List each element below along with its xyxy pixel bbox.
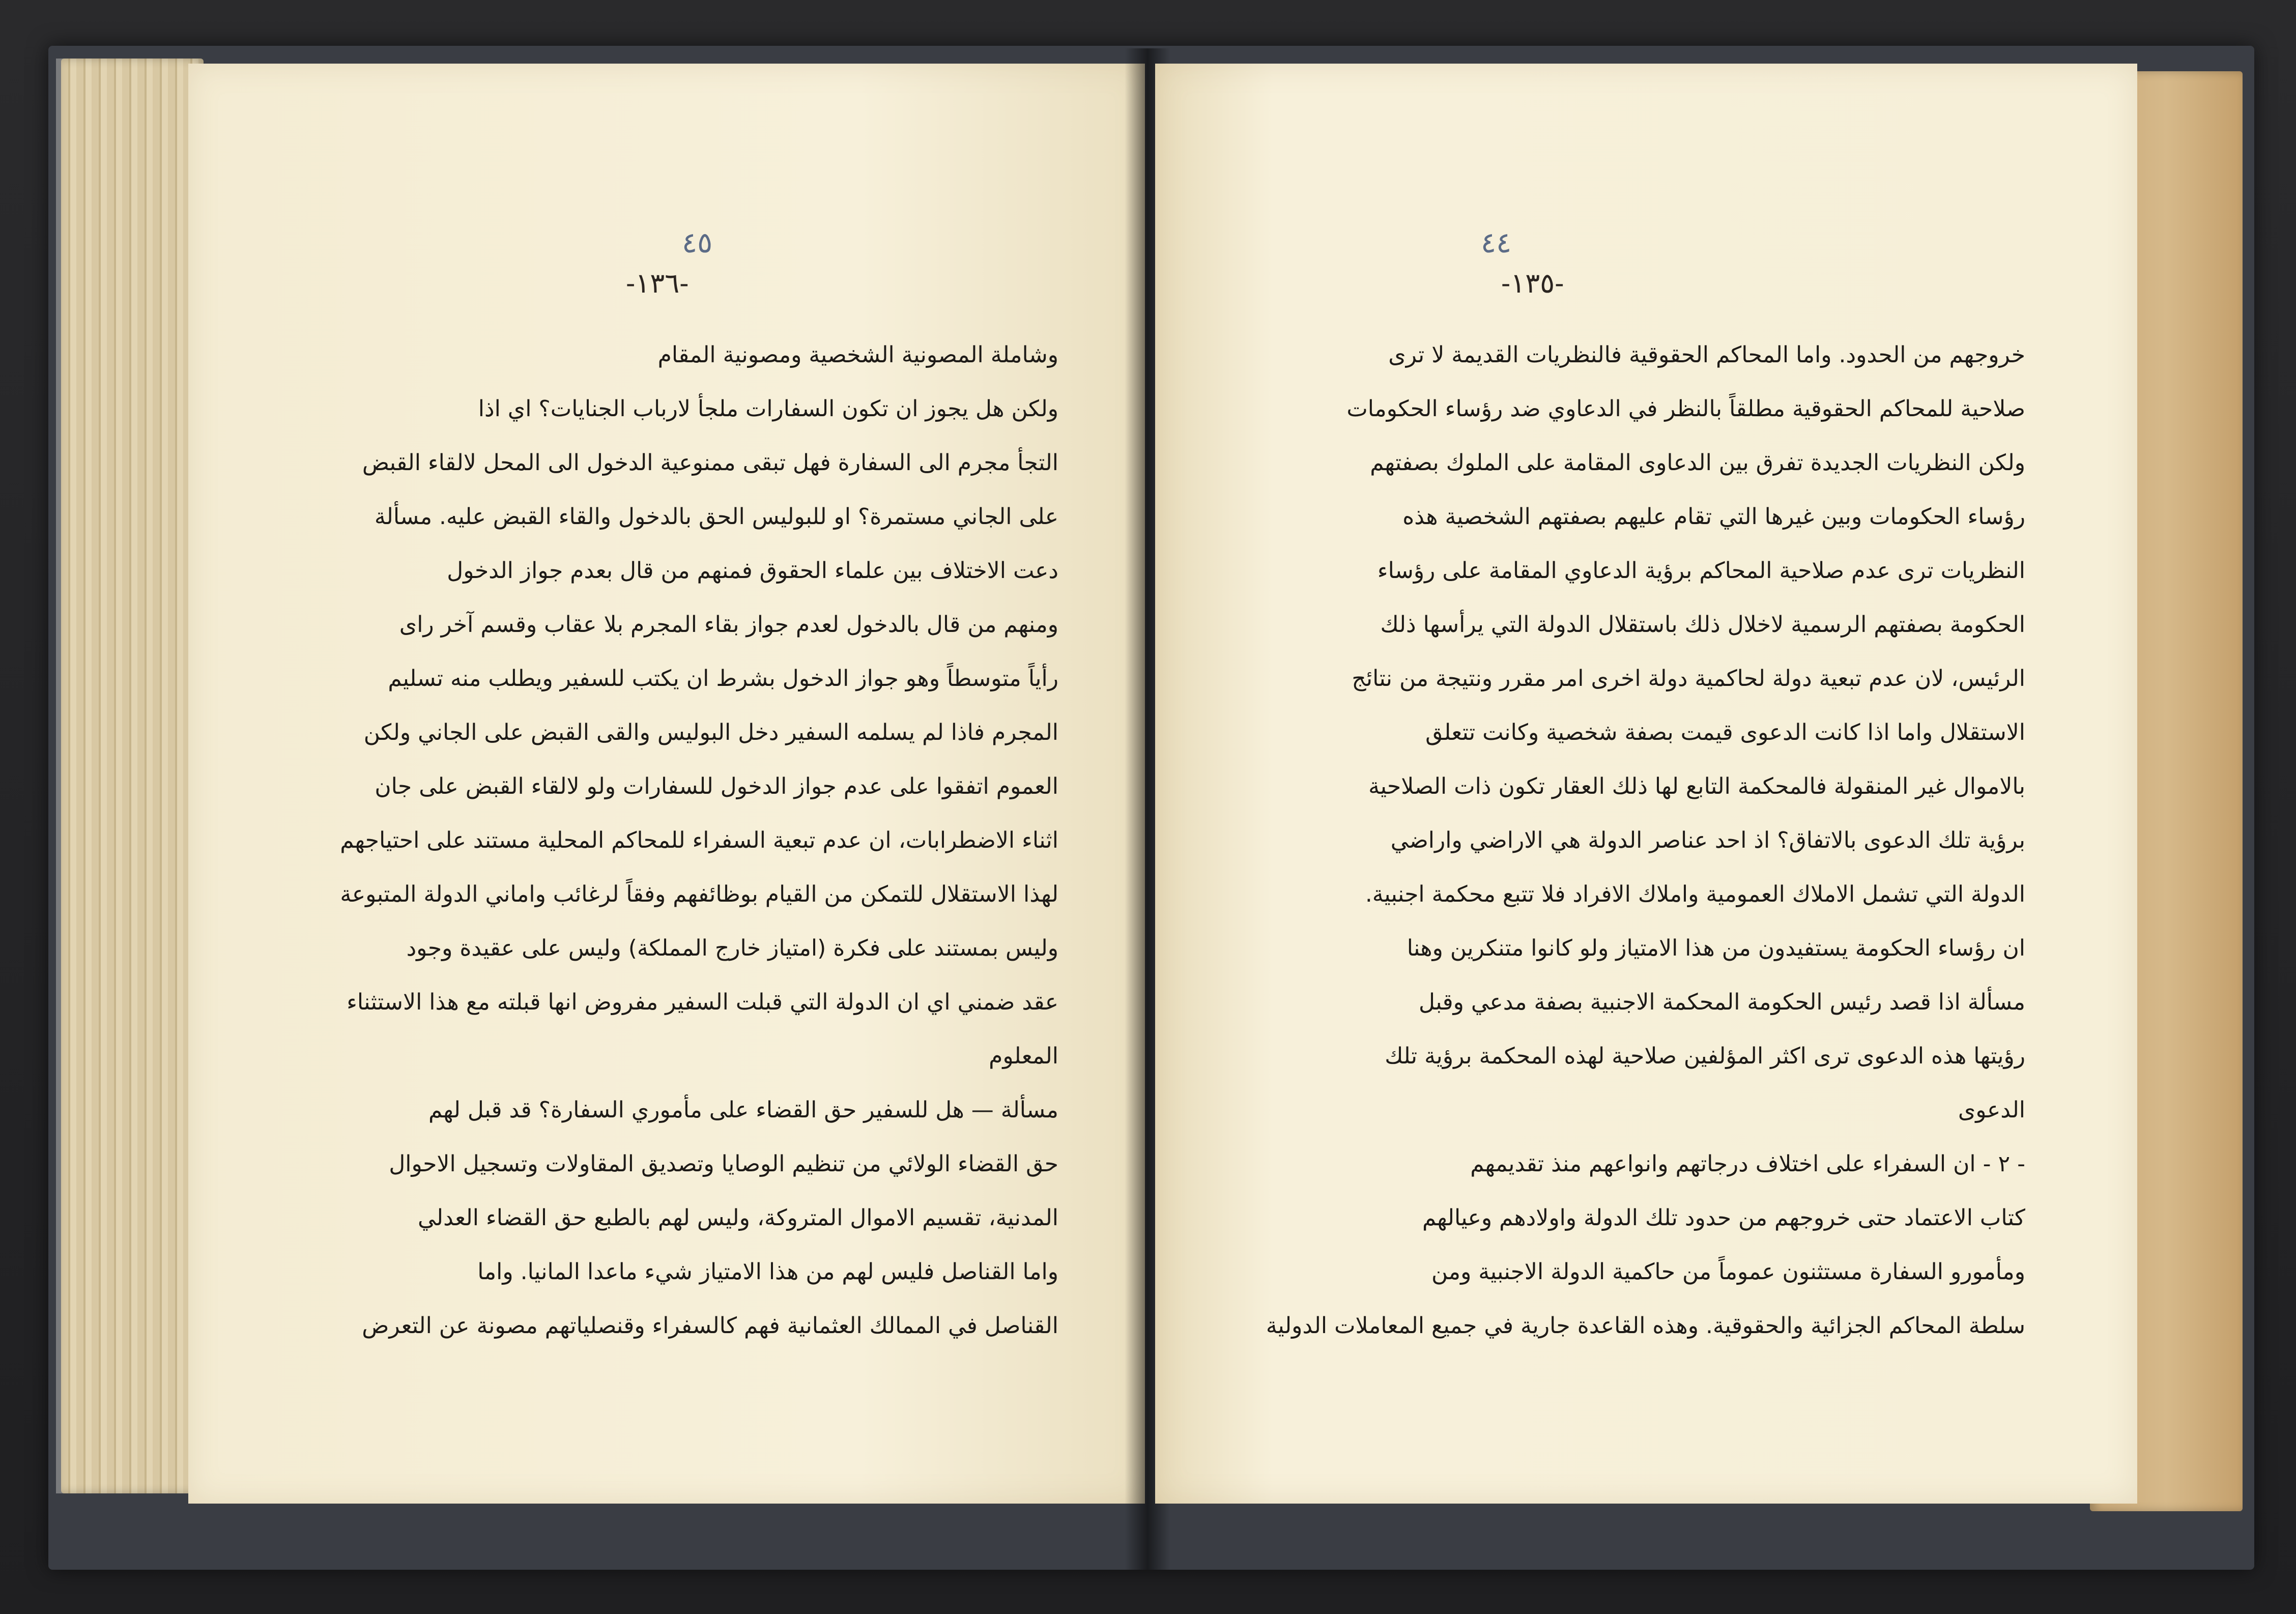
text-line: ومنهم من قال بالدخول لعدم جواز بقاء المجرم بلا عقاب وقسم آخر راى [399, 612, 1058, 638]
text-line: المدنية، تقسيم الاموال المتروكة، وليس لهم بالطبع حق القضاء العدلي [417, 1205, 1058, 1231]
text-line: وشاملة المصونية الشخصية ومصونية المقام [657, 342, 1058, 368]
text-line: ومأمورو السفارة مستثنون عموماً من حاكمية الدولة الاجنبية ومن [1431, 1259, 2025, 1285]
text-line: النظريات ترى عدم صلاحية المحاكم برؤية الدعاوي المقامة على رؤساء [1377, 558, 2025, 584]
left-page [188, 64, 1145, 1504]
text-line: دعت الاختلاف بين علماء الحقوق فمنهم من قال بعدم جواز الدخول [447, 558, 1058, 584]
right-page-handwritten-number: ٤٤ [1481, 226, 1512, 260]
left-page-handwritten-number: ٤٥ [682, 226, 713, 260]
text-line: واما القناصل فليس لهم من هذا الامتياز شيء ماعدا المانيا. واما [477, 1259, 1058, 1285]
text-line: صلاحية للمحاكم الحقوقية مطلقاً بالنظر في الدعاوي ضد رؤساء الحكومات [1346, 396, 2025, 422]
text-line: رأياً متوسطاً وهو جواز الدخول بشرط ان يكتب للسفير ويطلب منه تسليم [388, 666, 1058, 691]
text-line: العموم اتفقوا على عدم جواز الدخول للسفارات ولو لالقاء القبض على جان [375, 773, 1058, 799]
text-line: خروجهم من الحدود. واما المحاكم الحقوقية فالنظريات القديمة لا ترى [1388, 342, 2025, 368]
text-line: وليس بمستند على فكرة (امتياز خارج المملكة) وليس على عقيدة وجود [406, 935, 1058, 961]
text-line: الدعوى [1958, 1097, 2025, 1123]
text-line: لهذا الاستقلال للتمكن من القيام بوظائفهم وفقاً لرغائب واماني الدولة المتبوعة [340, 881, 1058, 907]
text-line: ان رؤساء الحكومة يستفيدون من هذا الامتياز ولو كانوا متنكرين وهنا [1407, 935, 2025, 961]
text-line: بالاموال غير المنقولة فالمحكمة التابع لها ذلك العقار تكون ذات الصلاحية [1368, 773, 2025, 799]
text-line: رؤيتها هذه الدعوى ترى اكثر المؤلفين صلاحية لهذه المحكمة برؤية تلك [1385, 1043, 2025, 1069]
text-line: مسألة اذا قصد رئيس الحكومة المحكمة الاجنبية بصفة مدعي وقبل [1419, 989, 2025, 1015]
text-line: برؤية تلك الدعوى بالاتفاق؟ اذ احد عناصر الدولة هي الاراضي واراضي [1390, 827, 2025, 853]
text-line: مسألة — هل للسفير حق القضاء على مأموري السفارة؟ قد قبل لهم [428, 1097, 1058, 1123]
text-line: على الجاني مستمرة؟ او للبوليس الحق بالدخول والقاء القبض عليه. مسألة [374, 504, 1058, 530]
text-line: الحكومة بصفتهم الرسمية لاخلال ذلك باستقلال الدولة التي يرأسها ذلك [1380, 612, 2025, 638]
text-line: القناصل في الممالك العثمانية فهم كالسفراء وقنصلياتهم مصونة عن التعرض [362, 1313, 1058, 1339]
text-line: ولكن هل يجوز ان تكون السفارات ملجأ لارباب الجنايات؟ اي اذا [478, 396, 1058, 422]
text-line: كتاب الاعتماد حتى خروجهم من حدود تلك الدولة واولادهم وعيالهم [1422, 1205, 2025, 1231]
right-page-text [1221, 328, 2025, 1353]
text-line: اثناء الاضطرابات، ان عدم تبعية السفراء للمحاكم المحلية مستند على احتياجهم [340, 827, 1058, 853]
text-line: الاستقلال واما اذا كانت الدعوى قيمت بصفة شخصية وكانت تتعلق [1425, 719, 2025, 745]
text-line: ولكن النظريات الجديدة تفرق بين الدعاوى المقامة على الملوك بصفتهم [1370, 450, 2025, 476]
text-line: الرئيس، لان عدم تبعية دولة لحاكمية دولة اخرى امر مقرر ونتيجة من نتائج [1352, 666, 2025, 691]
text-line: المجرم فاذا لم يسلمه السفير دخل البوليس والقى القبض على الجاني ولكن [363, 719, 1058, 745]
text-line: - ٢ - ان السفراء على اختلاف درجاتهم وانواعهم منذ تقديمهم [1470, 1151, 2025, 1177]
text-line: المعلوم [989, 1043, 1058, 1069]
text-line: الدولة التي تشمل الاملاك العمومية واملاك الافراد فلا تتبع محكمة اجنبية. [1365, 881, 2025, 907]
left-page-running-head: -١٣٦- [626, 267, 689, 299]
right-page [1155, 64, 2137, 1504]
text-line: عقد ضمني اي ان الدولة التي قبلت السفير مفروض انها قبلته مع هذا الاستثناء [347, 989, 1058, 1015]
text-line: التجأ مجرم الى السفارة فهل تبقى ممنوعية الدخول الى المحل لالقاء القبض [362, 450, 1058, 476]
left-page-text [285, 328, 1058, 1353]
left-page-edges [61, 59, 204, 1493]
text-line: رؤساء الحكومات وبين غيرها التي تقام عليهم بصفتهم الشخصية هذه [1402, 504, 2025, 530]
right-page-running-head: -١٣٥- [1501, 267, 1564, 299]
text-line: حق القضاء الولائي من تنظيم الوصايا وتصديق المقاولات وتسجيل الاحوال [389, 1151, 1058, 1177]
text-line: سلطة المحاكم الجزائية والحقوقية. وهذه القاعدة جارية في جميع المعاملات الدولية [1266, 1313, 2025, 1339]
